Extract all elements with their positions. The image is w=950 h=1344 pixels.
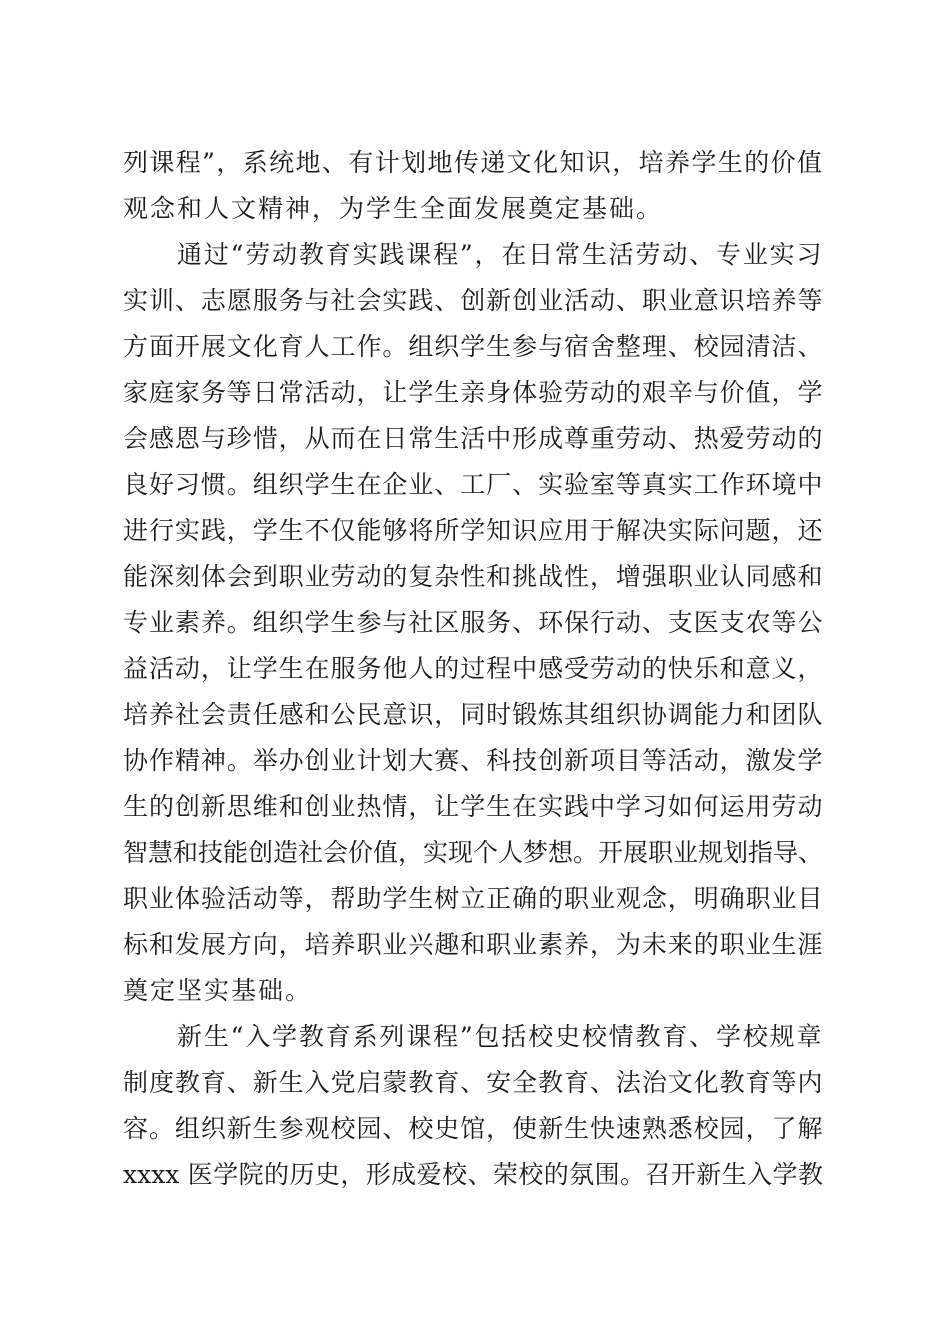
- text-line: 专业素养。组织学生参与社区服务、环保行动、支医支农等公: [123, 608, 823, 637]
- text-line: 益活动，让学生在服务他人的过程中感受劳动的快乐和意义，: [123, 654, 823, 683]
- text-line: 实训、志愿服务与社会实践、创新创业活动、职业意识培养等: [123, 286, 823, 315]
- text-line: 列课程”，系统地、有计划地传递文化知识，培养学生的价值: [123, 148, 823, 177]
- text-line: 奠定坚实基础。: [123, 976, 313, 1005]
- document-body: [123, 140, 823, 1198]
- text-line: 标和发展方向，培养职业兴趣和职业素养，为未来的职业生涯: [123, 930, 823, 959]
- text-line: 新生“入学教育系列课程”包括校史校情教育、学校规章: [177, 1022, 823, 1051]
- text-line: 通过“劳动教育实践课程”，在日常生活劳动、专业实习: [177, 240, 823, 269]
- text-line: 进行实践，学生不仅能够将所学知识应用于解决实际问题，还: [123, 516, 823, 545]
- text-line: 会感恩与珍惜，从而在日常生活中形成尊重劳动、热爱劳动的: [123, 424, 823, 453]
- text-line: 生的创新思维和创业热情，让学生在实践中学习如何运用劳动: [123, 792, 823, 821]
- text-line: 观念和人文精神，为学生全面发展奠定基础。: [123, 194, 664, 223]
- text-line: 协作精神。举办创业计划大赛、科技创新项目等活动，激发学: [123, 746, 823, 775]
- text-line: 培养社会责任感和公民意识，同时锻炼其组织协调能力和团队: [123, 700, 823, 729]
- text-line: 家庭家务等日常活动，让学生亲身体验劳动的艰辛与价值，学: [123, 378, 823, 407]
- paragraph-3: [123, 1014, 823, 1198]
- text-line: 制度教育、新生入党启蒙教育、安全教育、法治文化教育等内: [123, 1068, 823, 1097]
- paragraph-2: [123, 232, 823, 1014]
- text-line: 良好习惯。组织学生在企业、工厂、实验室等真实工作环境中: [123, 470, 823, 499]
- text-line: 容。组织新生参观校园、校史馆，使新生快速熟悉校园，了解: [123, 1114, 823, 1143]
- text-line: 方面开展文化育人工作。组织学生参与宿舍整理、校园清洁、: [123, 332, 823, 361]
- text-line: xxxx 医学院的历史，形成爱校、荣校的氛围。召开新生入学教: [123, 1160, 823, 1189]
- paragraph-1: [123, 140, 823, 232]
- text-line: 职业体验活动等，帮助学生树立正确的职业观念，明确职业目: [123, 884, 823, 913]
- text-line: 能深刻体会到职业劳动的复杂性和挑战性，增强职业认同感和: [123, 562, 823, 591]
- text-line: 智慧和技能创造社会价值，实现个人梦想。开展职业规划指导、: [123, 838, 824, 867]
